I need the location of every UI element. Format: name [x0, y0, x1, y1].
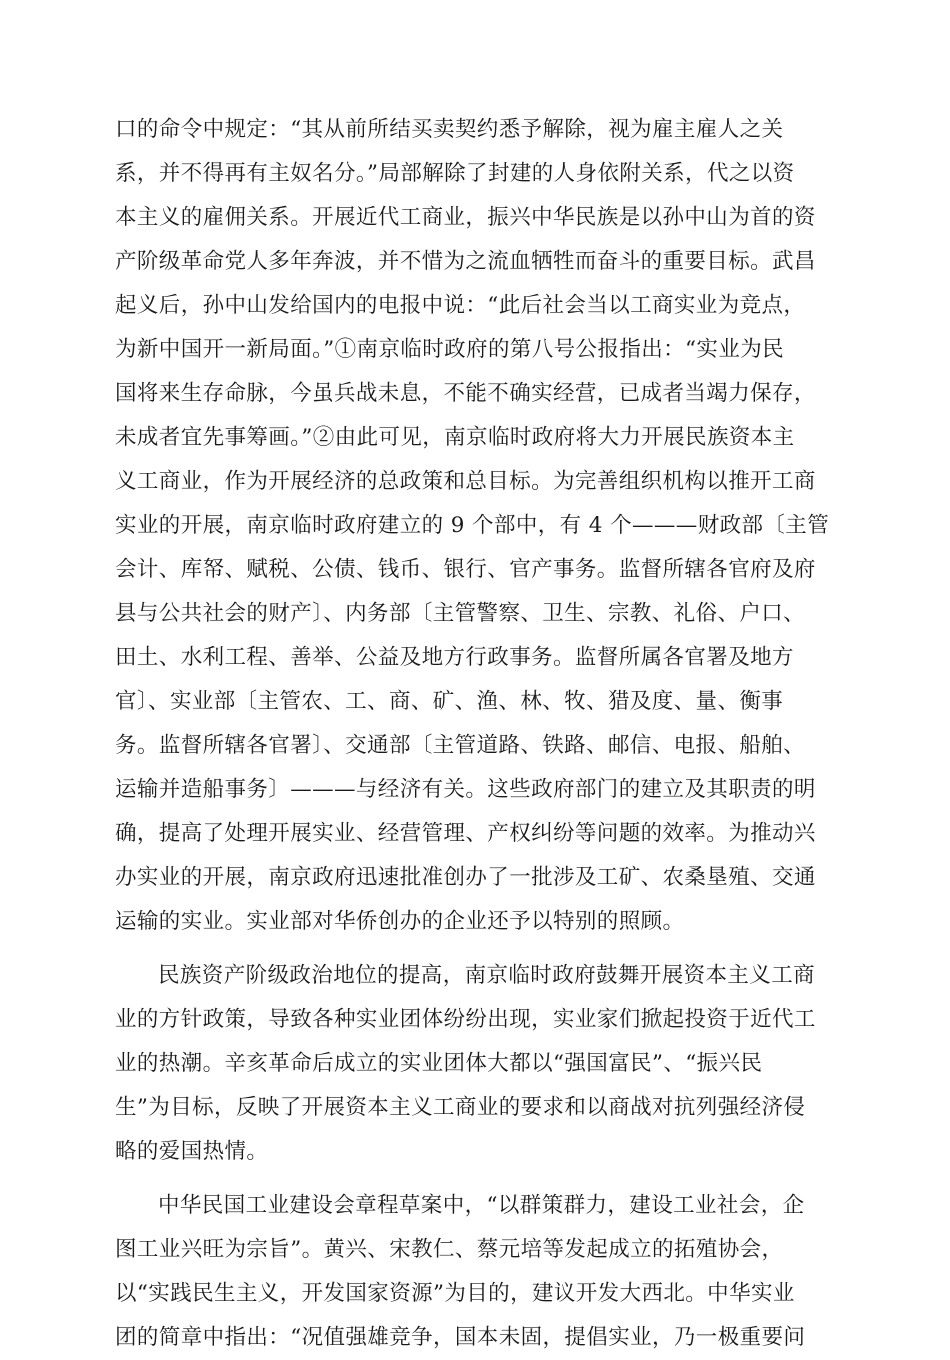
- text-line: 本主义的雇佣关系。开展近代工商业，振兴中华民族是以孙中山为首的资: [115, 205, 816, 230]
- text-line: 生”为目标，反映了开展资本主义工商业的要求和以商战对抗列强经济侵: [115, 1095, 806, 1120]
- text-line: 官〕、实业部〔主管农、工、商、矿、渔、林、牧、猎及度、量、衡事: [115, 689, 784, 714]
- text-line: 确，提高了处理开展实业、经营管理、产权纠纷等问题的效率。为推动兴: [115, 821, 816, 846]
- paragraph: [115, 1184, 835, 1360]
- text-line: 图工业兴旺为宗旨”。黄兴、宋教仁、蔡元培等发起成立的拓殖协会，: [115, 1237, 784, 1262]
- text-line: 国将来生存命脉，今虽兵战未息，不能不确实经营，已成者当竭力保存，: [115, 381, 816, 406]
- text-line: 未成者宜先事筹画。”②由此可见，南京临时政府将大力开展民族资本主: [115, 425, 795, 450]
- text-line: 系，并不得再有主奴名分。”局部解除了封建的人身依附关系，代之以资: [115, 161, 795, 186]
- text-line: 运输并造船事务〕———与经济有关。这些政府部门的建立及其职责的明: [115, 777, 816, 802]
- text-line: 中华民国工业建设会章程草案中，“以群策群力，建设工业社会，企: [158, 1193, 805, 1218]
- text-line: 运输的实业。实业部对华侨创办的企业还予以特别的照顾。: [115, 909, 685, 934]
- paragraph: [115, 954, 835, 1174]
- text-line: 实业的开展，南京临时政府建立的 9 个部中，有 4 个———财政部〔主管: [115, 513, 830, 538]
- text-line: 为新中国开一新局面。”①南京临时政府的第八号公报指出：“实业为民: [115, 337, 785, 362]
- text-line: 口的命令中规定：“其从前所结买卖契约悉予解除，视为雇主雇人之关: [115, 117, 784, 142]
- text-line: 会计、库帑、赋税、公债、钱币、银行、官产事务。监督所辖各官府及府: [115, 557, 816, 582]
- text-line: 义工商业，作为开展经济的总政策和总目标。为完善组织机构以推开工商: [115, 469, 816, 494]
- paragraph: [115, 108, 835, 944]
- text-line: 以“实践民生主义，开发国家资源”为目的，建议开发大西北。中华实业: [115, 1281, 795, 1306]
- text-line: 务。监督所辖各官署〕、交通部〔主管道路、铁路、邮信、电报、船舶、: [115, 733, 806, 758]
- text-line: 略的爱国热情。: [115, 1139, 269, 1164]
- text-line: 业的方针政策，导致各种实业团体纷纷出现，实业家们掀起投资于近代工: [115, 1007, 816, 1032]
- text-line: 产阶级革命党人多年奔波，并不惜为之流血牺牲而奋斗的重要目标。武昌: [115, 249, 816, 274]
- text-line: 民族资产阶级政治地位的提高，南京临时政府鼓舞开展资本主义工商: [158, 963, 816, 988]
- text-line: 团的简章中指出：“况值强雄竞争，国本未固，提倡实业，乃一极重要问: [115, 1325, 806, 1350]
- text-line: 办实业的开展，南京政府迅速批准创办了一批涉及工矿、农桑垦殖、交通: [115, 865, 816, 890]
- text-line: 起义后，孙中山发给国内的电报中说：“此后社会当以工商实业为竞点，: [115, 293, 806, 318]
- text-line: 县与公共社会的财产〕、内务部〔主管警察、卫生、宗教、礼俗、户口、: [115, 601, 806, 626]
- text-line: 业的热潮。辛亥革命后成立的实业团体大都以“强国富民”、“振兴民: [115, 1051, 763, 1076]
- document-body: [115, 108, 835, 1360]
- text-line: 田土、水利工程、善举、公益及地方行政事务。监督所属各官署及地方: [115, 645, 794, 670]
